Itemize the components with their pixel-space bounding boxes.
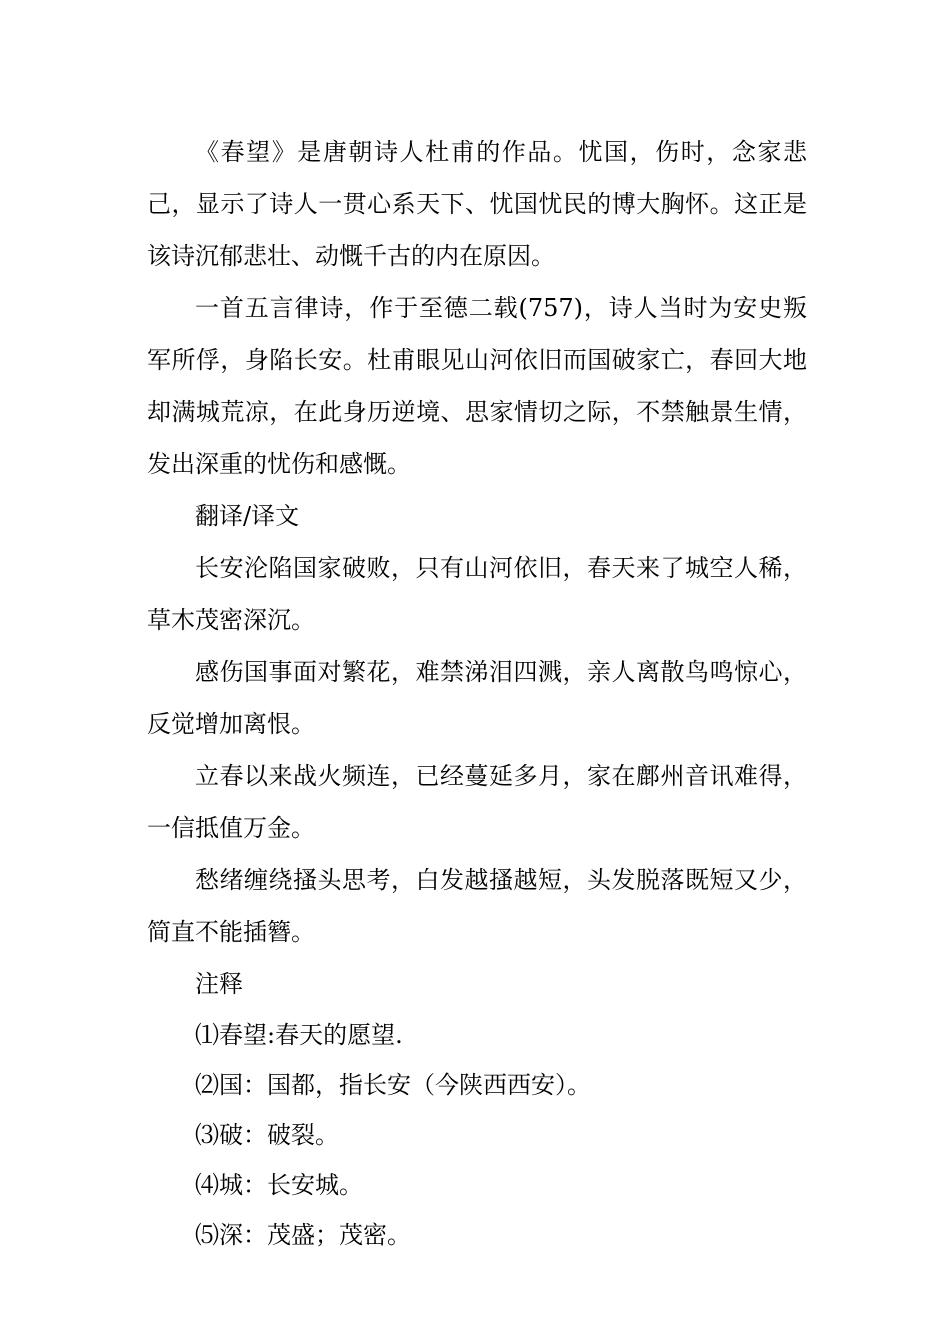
intro-paragraph: 《春望》是唐朝诗人杜甫的作品。忧国，伤时，念家悲己，显示了诗人一贯心系天下、忧国忧民的博大胸怀。这正是该诗沉郁悲壮、动慨千古的内在原因。: [147, 138, 807, 270]
note-item-4: ⑷城：长安城。: [195, 1171, 363, 1199]
document-page: [147, 126, 807, 1260]
translation-line-4: 愁绪缠绕搔头思考，白发越搔越短，头发脱落既短又少，简直不能插簪。: [147, 866, 807, 946]
translation-line-3: 立春以来战火频连，已经蔓延多月，家在鄜州音讯难得，一信抵值万金。: [147, 762, 807, 842]
translation-heading: 翻译/译文: [195, 502, 300, 530]
note-item-3: ⑶破：破裂。: [195, 1121, 339, 1149]
translation-line-1: 长安沦陷国家破败，只有山河依旧，春天来了城空人稀，草木茂密深沉。: [147, 554, 807, 634]
note-item-1: ⑴春望:春天的愿望.: [195, 1021, 403, 1049]
notes-heading: 注释: [195, 970, 243, 998]
translation-line-2: 感伤国事面对繁花，难禁涕泪四溅，亲人离散鸟鸣惊心，反觉增加离恨。: [147, 658, 807, 738]
note-item-5: ⑸深：茂盛；茂密。: [195, 1221, 411, 1249]
note-item-2: ⑵国：国都，指长安（今陕西西安）。: [195, 1071, 591, 1099]
background-paragraph: 一首五言律诗，作于至德二载(757)，诗人当时为安史叛军所俘，身陷长安。杜甫眼见山河依旧而国破家亡，春回大地却满城荒凉，在此身历逆境、思家情切之际，不禁触景生情，发出深重的忧伤和感慨。: [147, 294, 807, 478]
